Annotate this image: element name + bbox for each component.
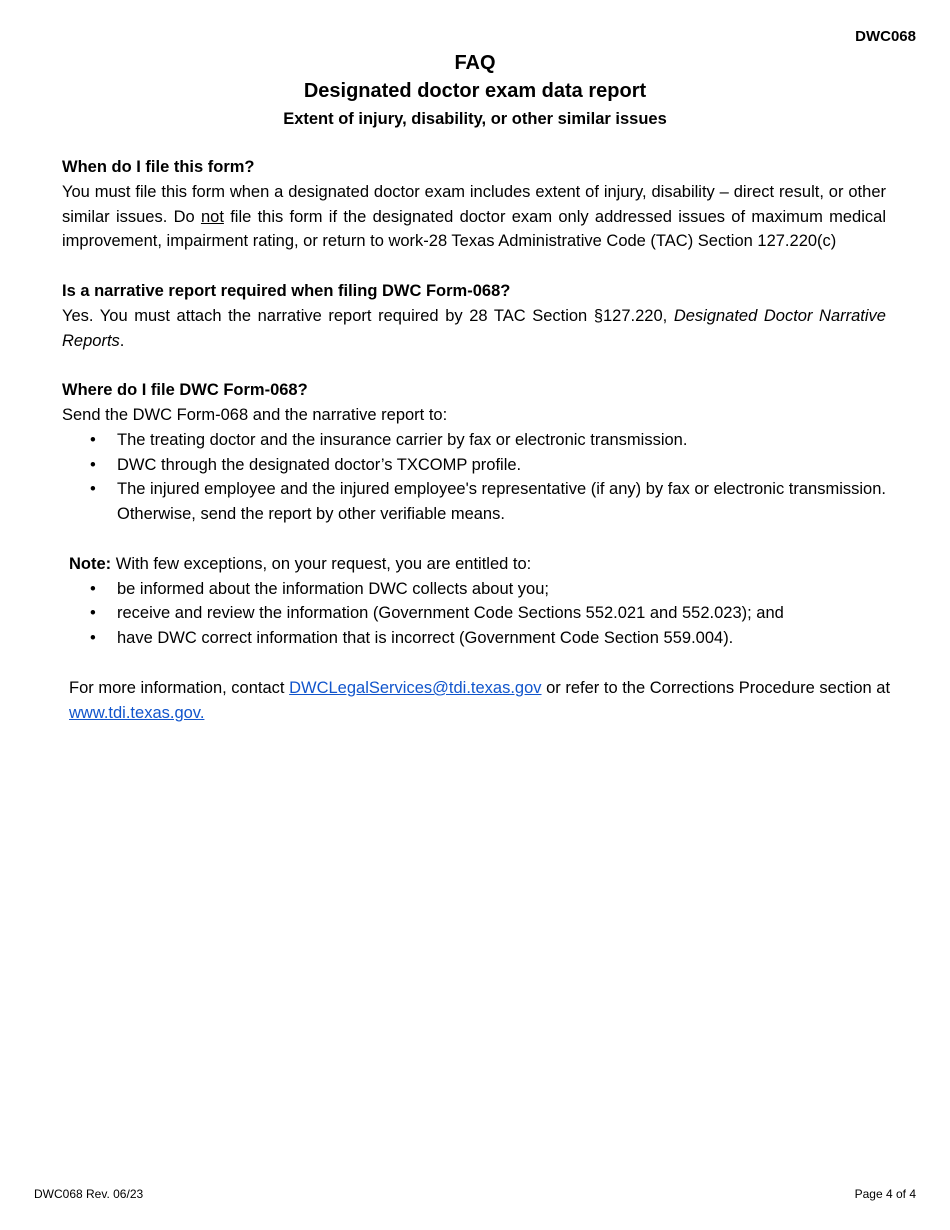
list-item — [62, 453, 886, 478]
faq-content — [62, 155, 891, 725]
list-item-text: be informed about the information DWC collects about you; — [117, 579, 549, 598]
answer-text: . — [119, 331, 125, 350]
list-item — [69, 577, 899, 602]
answer-text: Yes. You must attach the narrative report required by 28 TAC Section §127.220, — [62, 306, 674, 325]
bullet-icon: • — [90, 579, 96, 598]
form-id: DWC068 — [855, 28, 916, 45]
note-intro-text: With few exceptions, on your request, you are entitled to: — [111, 554, 532, 573]
footer-page-number: Page 4 of 4 — [854, 1187, 916, 1201]
page-subheading: Extent of injury, disability, or other similar issues — [283, 110, 667, 128]
bullet-icon: • — [90, 430, 96, 449]
note-intro — [69, 552, 899, 577]
website-link[interactable]: www.tdi.texas.gov. — [69, 703, 205, 722]
question-when-to-file: When do I file this form? — [62, 158, 255, 176]
bullet-icon: • — [90, 480, 96, 499]
list-item — [69, 601, 899, 626]
faq-section-where-to-file — [62, 378, 886, 527]
answer-text: You must file this form when a designated doctor exam includes extent of injury, disability – direct result, or other similar issues. Do — [62, 182, 886, 226]
list-item-text: The injured employee and the injured employee's representative (if any) by fax or electronic transmission. Otherwise, send the report by other verifiable means. — [117, 480, 886, 524]
list-item-text: The treating doctor and the insurance carrier by fax or electronic transmission. — [117, 430, 688, 449]
list-item — [62, 477, 886, 527]
faq-section-when-to-file — [62, 155, 886, 254]
footer-revision: DWC068 Rev. 06/23 — [34, 1187, 144, 1201]
answer-emphasis: not — [200, 207, 224, 226]
list-item — [69, 626, 899, 651]
question-where-to-file: Where do I file DWC Form-068? — [62, 381, 308, 400]
list-item-text: receive and review the information (Government Code Sections 552.021 and 552.023); and — [117, 604, 784, 623]
bullet-icon: • — [90, 455, 96, 474]
page-title: FAQ — [454, 52, 496, 74]
bullet-icon: • — [90, 629, 96, 648]
contact-paragraph — [69, 676, 899, 726]
answer-when-to-file — [62, 180, 886, 254]
page-subtitle: Designated doctor exam data report — [303, 80, 647, 102]
faq-section-narrative-report — [62, 279, 886, 353]
list-item-text: DWC through the designated doctor’s TXCOMP profile. — [117, 455, 522, 474]
contact-text: For more information, contact — [69, 678, 290, 697]
answer-where-to-file-intro: Send the DWC Form-068 and the narrative report to: — [62, 405, 448, 424]
bullet-icon: • — [90, 604, 96, 623]
note-label: Note: — [69, 554, 112, 573]
list-item-text: have DWC correct information that is incorrect (Government Code Section 559.004). — [117, 629, 734, 648]
contact-text: or refer to the Corrections Procedure section at — [541, 678, 891, 697]
recipient-list — [62, 428, 886, 527]
answer-italic-title: Designated Doctor Narrative Reports — [62, 306, 886, 350]
answer-narrative-report — [62, 304, 886, 354]
question-narrative-report: Is a narrative report required when filing DWC Form-068? — [62, 281, 511, 300]
list-item — [62, 428, 886, 453]
note-section — [69, 552, 899, 651]
rights-list — [69, 577, 899, 651]
contact-section — [69, 676, 899, 726]
email-link[interactable]: DWCLegalServices@tdi.texas.gov — [289, 678, 542, 697]
title-block — [0, 50, 950, 132]
answer-text: file this form if the designated doctor exam only addressed issues of maximum medical improvement, impairment rating, or return to work-28 Texas Administrative Code (TAC) Section 127.220(c) — [62, 207, 886, 251]
